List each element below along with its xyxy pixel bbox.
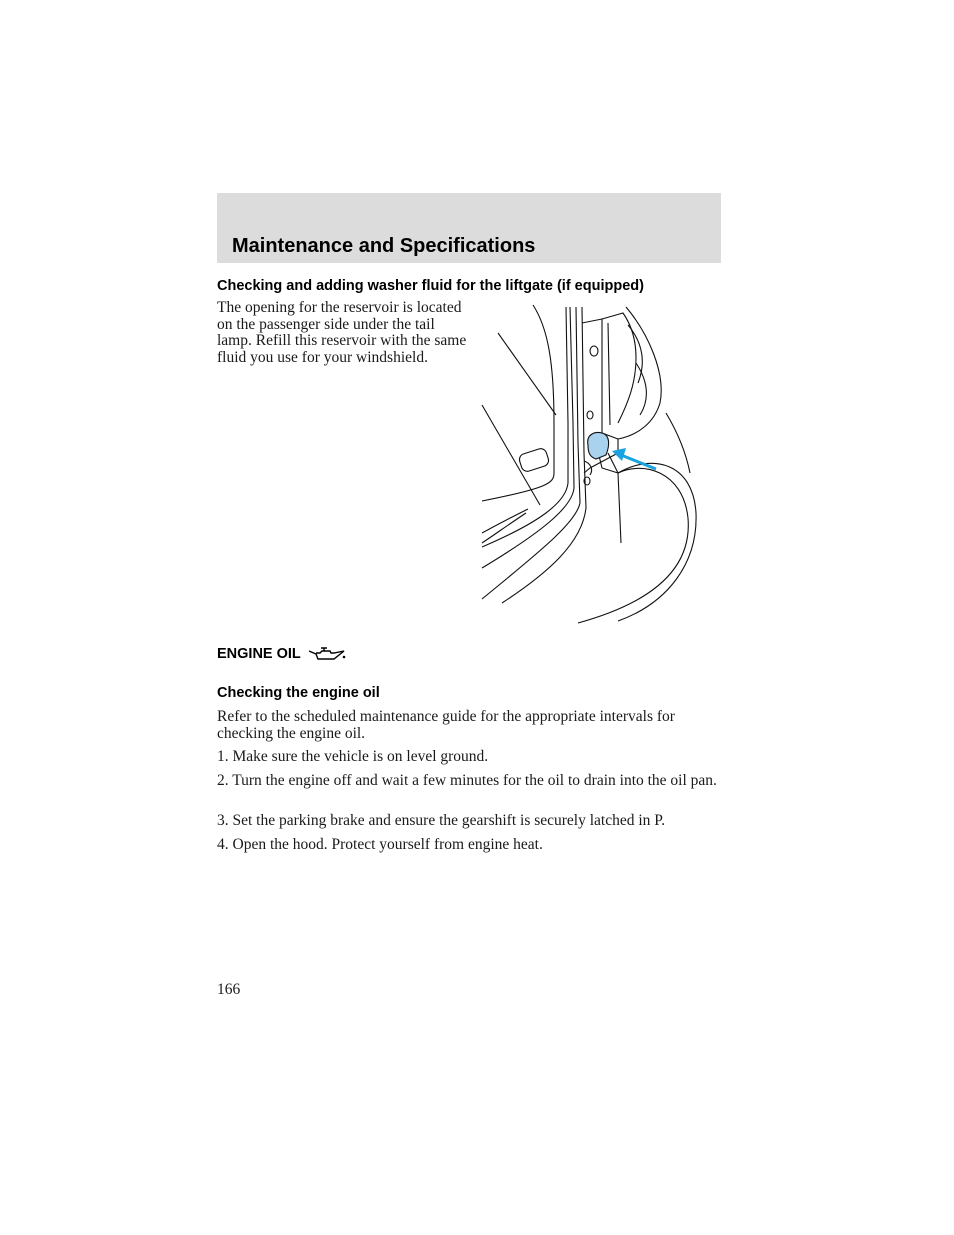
page-title: Maintenance and Specifications — [232, 235, 536, 257]
engine-oil-heading: ENGINE OIL — [217, 646, 301, 662]
oil-can-icon — [307, 645, 347, 663]
step-3: 3. Set the parking brake and ensure the gearshift is securely latched in P. — [217, 812, 666, 829]
washer-reservoir-cap — [588, 433, 609, 460]
engine-oil-intro: Refer to the scheduled maintenance guide for the appropriate intervals for checking the engine oil. — [217, 708, 675, 742]
engine-oil-heading-row — [217, 645, 347, 663]
step-2: 2. Turn the engine off and wait a few minutes for the oil to drain into the oil pan. — [217, 772, 717, 789]
step-4: 4. Open the hood. Protect yourself from engine heat. — [217, 836, 543, 853]
page-number: 166 — [217, 981, 241, 998]
liftgate-washer-reservoir-illustration — [478, 303, 710, 625]
step-1: 1. Make sure the vehicle is on level ground. — [217, 748, 489, 765]
pointer-arrow-line — [621, 455, 656, 469]
washer-fluid-paragraph: The opening for the reservoir is located on the passenger side under the tail lamp. Refill this reservoir with the same fluid you use for your windshield. — [217, 299, 467, 366]
checking-engine-oil-subheading: Checking the engine oil — [217, 685, 380, 701]
section-header-band — [217, 193, 721, 263]
washer-fluid-heading: Checking and adding washer fluid for the liftgate (if equipped) — [217, 278, 644, 294]
